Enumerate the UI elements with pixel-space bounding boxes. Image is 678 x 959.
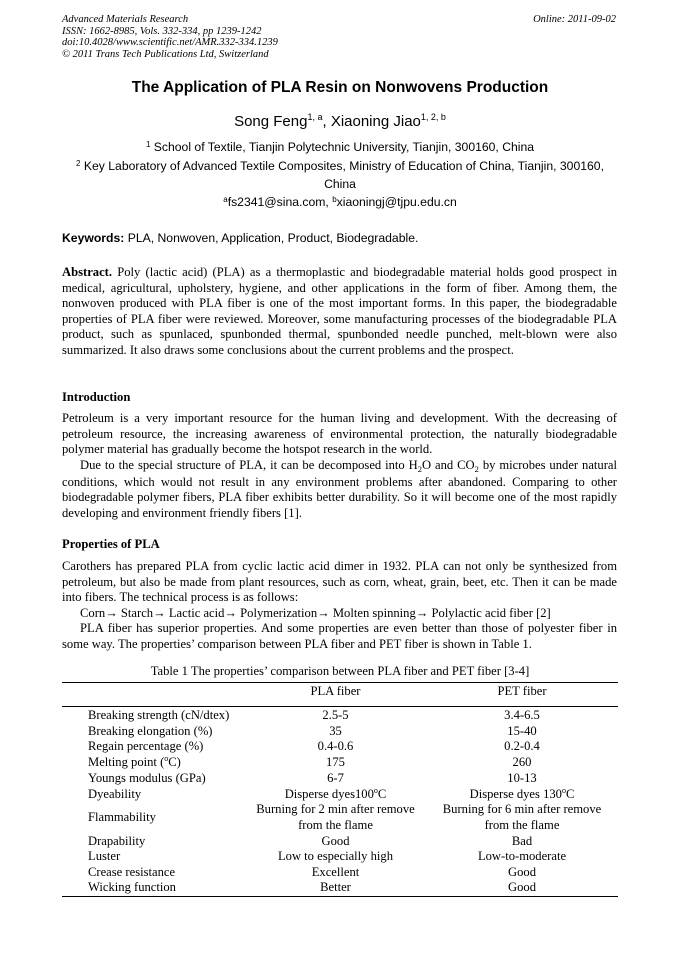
- column-header-pet: PET fiber: [497, 684, 547, 698]
- process-chain-text: Corn→ Starch→ Lactic acid→ Polymerization→ Molten spinning→ Polylactic acid fiber [2]: [80, 606, 551, 620]
- intro-p2-text: O and CO: [422, 458, 475, 472]
- table-header: [62, 684, 618, 704]
- email-address[interactable]: xiaoningj@tjpu.edu.cn: [336, 195, 457, 209]
- property-cell: Breaking strength (cN/dtex): [88, 708, 230, 722]
- pet-cell: 260: [512, 755, 532, 769]
- cell-text: Disperse dyes 130: [469, 787, 562, 801]
- pla-cell: 6-7: [327, 771, 344, 785]
- author-separator: ,: [322, 113, 331, 130]
- author-affiliation-mark: 1, 2, b: [420, 112, 446, 122]
- property-cell: Flammability: [88, 810, 156, 824]
- online-date: Online: 2011-09-02: [533, 14, 616, 25]
- property-cell: Dyeability: [88, 787, 142, 801]
- intro-paragraph-2: [62, 458, 617, 521]
- pla-cell: Low to especially high: [277, 849, 394, 863]
- cell-text: C: [565, 787, 575, 801]
- properties-p2-text: PLA fiber has superior properties. And some properties are even better than those of polyester fiber in some way. The properties’ comparison between PLA fiber and PET fiber is shown in Table 1.: [62, 621, 617, 651]
- cell-text: Disperse dyes100: [284, 787, 374, 801]
- pla-cell: Excellent: [311, 865, 360, 879]
- pet-cell: 0.2-0.4: [504, 739, 540, 753]
- section-heading-properties: Properties of PLA: [62, 537, 160, 551]
- pla-cell: 0.4-0.6: [317, 739, 354, 753]
- cell-text: C: [377, 787, 387, 801]
- pla-cell: 35: [329, 724, 342, 738]
- intro-p2-text: by microbes under natural conditions, which would not result in any environment problems after abandoned. Comparing to other biodegradable polymer fibers, PLA fiber exhibits better durability. So it will become one of the most rapidly developing and environment friendly fibers [1].: [62, 458, 617, 520]
- property-cell: Crease resistance: [88, 865, 176, 879]
- email-mark: b: [332, 195, 337, 204]
- keywords-text: PLA, Nonwoven, Application, Product, Biodegradable.: [124, 231, 419, 245]
- affiliation-mark: 1: [145, 140, 151, 149]
- process-chain: [62, 606, 617, 622]
- author-affiliation-mark: 1, a: [307, 112, 323, 122]
- intro-paragraph-1: Petroleum is a very important resource for the human living and development. With the decreasing of petroleum resource, the increasing awareness of environmental protection, the naturally biodegradable polymer material has gradually become the hotspot research in the world.: [62, 411, 617, 457]
- keywords: [62, 231, 618, 245]
- properties-paragraph-2: [62, 621, 617, 652]
- affiliation-text: School of Textile, Tianjin Polytechnic University, Tianjin, 300160, China: [150, 140, 535, 154]
- pet-cell: Good: [508, 880, 536, 894]
- email-separator: ,: [325, 195, 333, 209]
- intro-p2-text: Due to the special structure of PLA, it can be decomposed into H: [80, 458, 418, 472]
- pla-cell: 2.5-5: [322, 708, 349, 722]
- pla-cell: Burning for 2 min after remove from the flame: [256, 802, 415, 832]
- table-header-rule: [62, 706, 618, 707]
- affiliation-mark: 2: [76, 159, 81, 168]
- pla-cell: Good: [321, 834, 350, 848]
- keywords-label: Keywords:: [62, 231, 125, 245]
- pet-cell: Bad: [511, 834, 533, 848]
- email-address[interactable]: fs2341@sina.com: [227, 195, 326, 209]
- property-cell: Regain percentage (%): [88, 739, 204, 753]
- paper-title: The Application of PLA Resin on Nonwovens Production: [131, 79, 549, 96]
- table-caption: Table 1 The properties’ comparison between PLA fiber and PET fiber [3-4]: [150, 664, 530, 678]
- doi-line: doi:10.4028/www.scientific.net/AMR.332-334.1239: [62, 37, 278, 49]
- abstract: [62, 265, 617, 359]
- abstract-label: Abstract.: [62, 265, 113, 279]
- property-cell: Luster: [88, 849, 121, 863]
- pet-cell: 15-40: [507, 724, 537, 738]
- property-text: Melting point (: [88, 755, 165, 769]
- column-header-pla: PLA fiber: [310, 684, 361, 698]
- author-name: Song Feng: [234, 113, 308, 130]
- property-cell: Youngs modulus (GPa): [88, 771, 206, 785]
- property-cell: Drapability: [88, 834, 146, 848]
- pet-cell: 3.4-6.5: [504, 708, 540, 722]
- email-mark: a: [223, 195, 228, 204]
- author-emails: [62, 195, 618, 209]
- pet-cell: 10-13: [507, 771, 537, 785]
- degree-mark: o: [561, 786, 566, 795]
- journal-name: Advanced Materials Research: [62, 14, 189, 25]
- affiliation-text: Key Laboratory of Advanced Textile Composites, Ministry of Education of China, Tianjin, 300160, China: [80, 159, 604, 191]
- table-top-rule: [62, 682, 618, 683]
- degree-mark: o: [373, 786, 378, 795]
- author-line: [62, 113, 618, 130]
- pet-cell: Good: [508, 865, 536, 879]
- subscript: 2: [474, 464, 479, 474]
- property-cell: Wicking function: [88, 880, 176, 894]
- pet-cell: Burning for 6 min after remove from the flame: [442, 802, 602, 832]
- author-name: Xiaoning Jiao: [330, 113, 421, 130]
- property-cell: Breaking elongation (%): [88, 724, 213, 738]
- degree-mark: o: [164, 754, 169, 763]
- issn-line: ISSN: 1662-8985, Vols. 332-334, pp 1239-1242: [62, 25, 262, 37]
- pla-cell: Better: [320, 880, 351, 894]
- table-bottom-rule: [62, 896, 618, 897]
- section-heading-introduction: Introduction: [62, 390, 131, 404]
- pla-cell: 175: [326, 755, 345, 769]
- affiliation-1: [62, 139, 618, 157]
- property-cell: [88, 755, 181, 772]
- pet-cell: Low-to-moderate: [477, 849, 567, 863]
- subscript: 2: [417, 464, 422, 474]
- properties-paragraph-1: Carothers has prepared PLA from cyclic lactic acid dimer in 1932. PLA can not only be synthesized from petroleum, but also be made from plant resources, such as corn, wheat, grain, beet, etc. Then it can be made into fibers. The technical process is as follows:: [62, 559, 617, 605]
- affiliation-2: [62, 158, 618, 192]
- abstract-text: Poly (lactic acid) (PLA) as a thermoplastic and biodegradable material holds good prospect in medical, agricultural, upholstery, hygiene, and other applications in the form of fiber. Among them, the nonwoven produced with PLA fiber is one of the most important forms. In this paper, the biodegradable properties of PLA fiber were reviewed. Moreover, some manufacturing processes of the biodegradable PLA product, such as spunlaced, spunbonded thermal, spunbonded needle punched, melt-blown were also summarized. It also draws some conclusions about the current problems and the prospect.: [62, 265, 617, 357]
- property-text: C): [168, 755, 181, 769]
- copyright-line: © 2011 Trans Tech Publications Ltd, Switzerland: [62, 48, 269, 60]
